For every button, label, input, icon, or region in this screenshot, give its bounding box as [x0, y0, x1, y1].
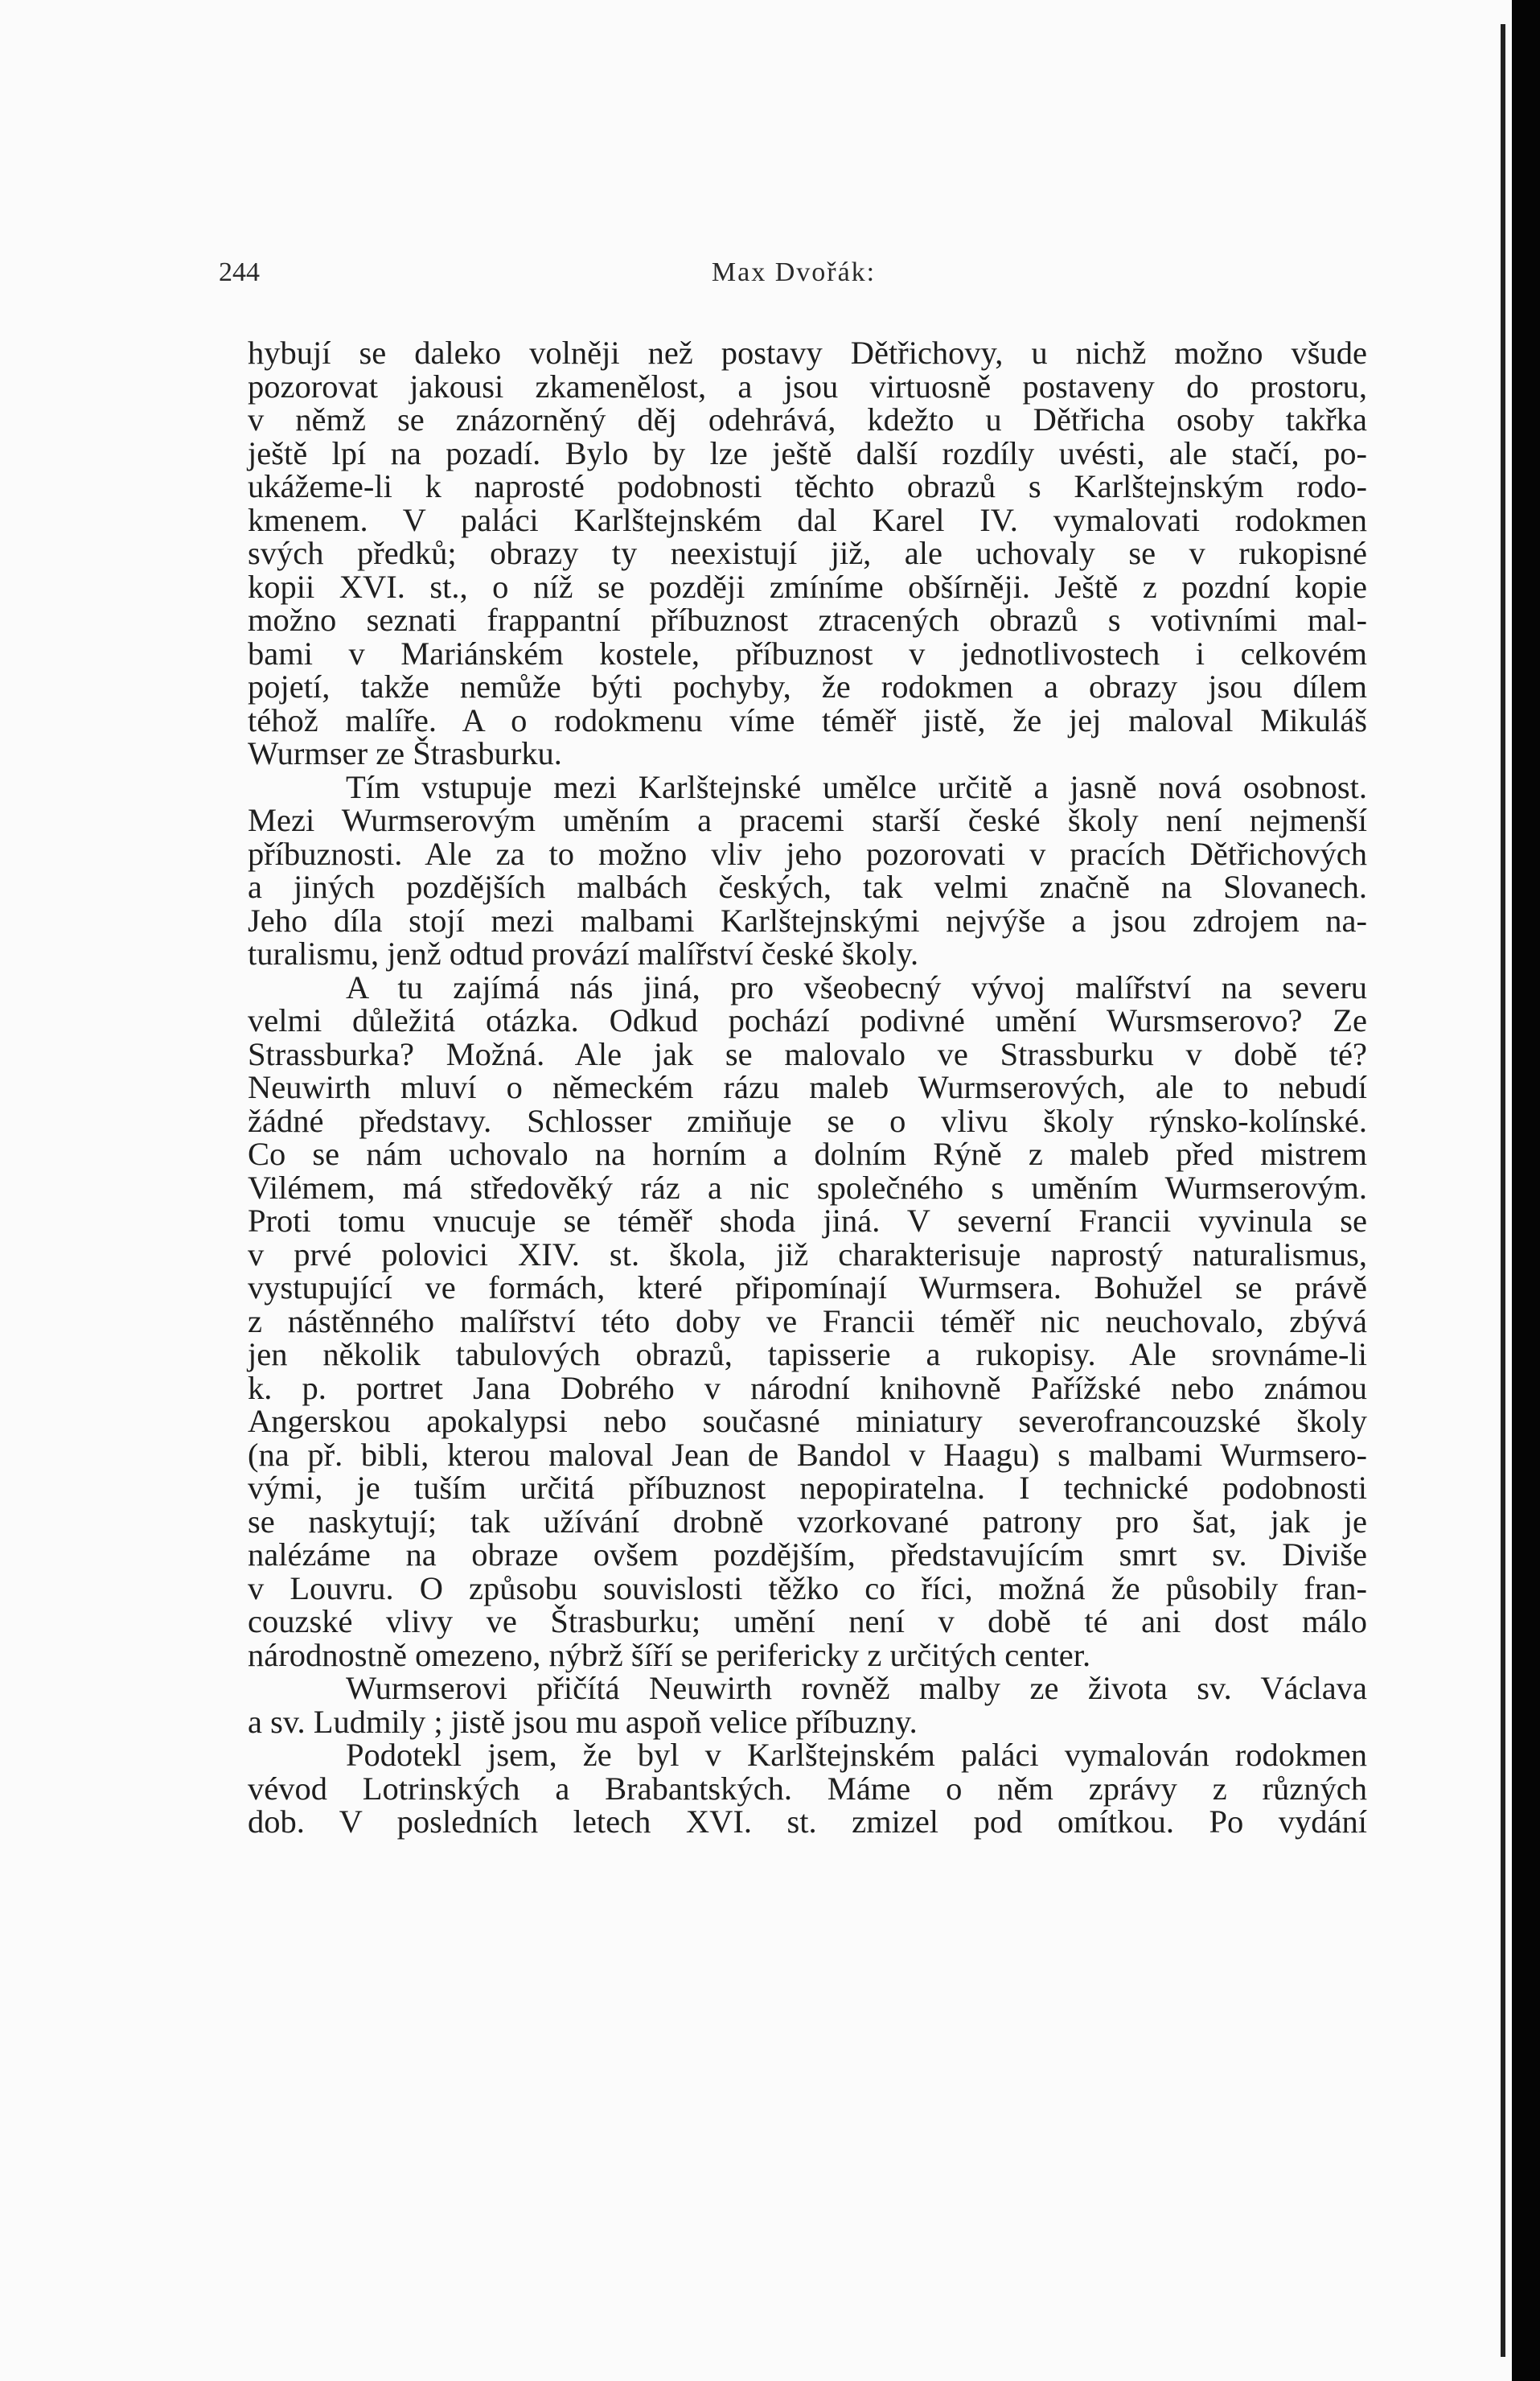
text-line: kmenem. V paláci Karlštejnském dal Karel IV. vymalovati rodokmen [248, 501, 1367, 538]
text-line: k. p. portret Jana Dobrého v národní knihovně Pařížské nebo známou [248, 1369, 1367, 1406]
text-line: pojetí, takže nemůže býti pochyby, že rodokmen a obrazy jsou dílem [248, 668, 1367, 705]
text-line: Tím vstupuje mezi Karlštejnské umělce určitě a jasně nová osobnost. [346, 768, 1367, 805]
text-line: vystupující ve formách, které připomínají Wurmsera. Bohužel se právě [248, 1269, 1367, 1306]
text-line: a jiných pozdějších malbách českých, tak velmi značně na Slovanech. [248, 869, 1367, 905]
scan-border [1512, 0, 1540, 2381]
text-line: možno seznati frappantní příbuznost ztracených obrazů s votivními mal- [248, 602, 1367, 638]
text-line: bami v Mariánském kostele, příbuznost v jednotlivostech i celkovém [248, 635, 1367, 672]
text-line: (na př. bibli, kterou maloval Jean de Bandol v Haagu) s malbami Wurmsero- [248, 1436, 1367, 1473]
running-title: Max Dvořák: [711, 257, 877, 287]
page-header [219, 257, 1369, 298]
text-line: příbuznosti. Ale za to možno vliv jeho pozorovati v pracích Dětřichových [248, 835, 1367, 872]
text-line: ještě lpí na pozadí. Bylo by lze ještě další rozdíly uvésti, ale stačí, po- [248, 434, 1367, 471]
text-line: v němž se znázorněný děj odehrává, kdežto u Dětřicha osoby takřka [248, 401, 1367, 438]
text-line: Strassburka? Možná. Ale jak se malovalo ve Strassburku v době té? [248, 1035, 1367, 1072]
text-line: nalézáme na obraze ovšem pozdějším, představujícím smrt sv. Diviše [248, 1536, 1367, 1573]
text-line: turalismu, jenž odtud provází malířství české školy. [248, 936, 919, 972]
text-line: Neuwirth mluví o německém rázu maleb Wurmserových, ale to nebudí [248, 1069, 1367, 1105]
text-line: Co se nám uchovalo na horním a dolním Rýně z maleb před mistrem [248, 1136, 1367, 1172]
text-line: svých předků; obrazy ty neexistují již, ale uchovaly se v rukopisné [248, 535, 1367, 571]
page-edge-shadow [1501, 24, 1505, 2357]
text-line: kopii XVI. st., o níž se později zmíníme obšírněji. Ještě z pozdní kopie [248, 568, 1367, 605]
text-line: hybují se daleko volněji než postavy Dětřichovy, u nichž možno všude [248, 335, 1367, 371]
text-line: ukážeme-li k naprosté podobnosti těchto obrazů s Karlštejnským rodo- [248, 468, 1367, 504]
text-line: Podotekl jsem, že byl v Karlštejnském paláci vymalován rodokmen [346, 1737, 1367, 1773]
text-line: Vilémem, má středověký ráz a nic společného s uměním Wurmserovým. [248, 1169, 1367, 1206]
text-line: dob. V posledních letech XVI. st. zmizel pod omítkou. Po vydání [248, 1803, 1367, 1840]
text-line: couzské vlivy ve Štrasburku; umění není v době té ani dost málo [248, 1603, 1367, 1639]
text-line: A tu zajímá nás jiná, pro všeobecný vývoj malířství na severu [346, 968, 1367, 1005]
text-line: Angerskou apokalypsi nebo současné miniatury severofrancouzské školy [248, 1403, 1367, 1439]
text-line: Wurmser ze Štrasburku. [248, 735, 562, 771]
text-line: se naskytují; tak užívání drobně vzorkované patrony pro šat, jak je [248, 1503, 1367, 1540]
text-line: jen několik tabulových obrazů, tapisserie a rukopisy. Ale srovnáme-li [248, 1336, 1367, 1372]
text-line: vými, je tuším určitá příbuznost nepopiratelna. I technické podobnosti [248, 1470, 1367, 1506]
text-line: národnostně omezeno, nýbrž šíří se perifericky z určitých center. [248, 1636, 1091, 1673]
text-line: v prvé polovici XIV. st. škola, již charakterisuje naprostý naturalismus, [248, 1236, 1367, 1273]
text-line: Mezi Wurmserovým uměním a pracemi starší české školy není nejmenší [248, 802, 1367, 838]
text-line: Wurmserovi přičítá Neuwirth rovněž malby ze života sv. Václava [346, 1670, 1367, 1706]
text-line: pozorovat jakousi zkamenělost, a jsou virtuosně postaveny do prostoru, [248, 368, 1367, 405]
text-line: Jeho díla stojí mezi malbami Karlštejnskými nejvýše a jsou zdrojem na- [248, 902, 1367, 939]
text-line: vévod Lotrinských a Brabantských. Máme o něm zprávy z různých [248, 1770, 1367, 1807]
text-line: žádné představy. Schlosser zmiňuje se o vlivu školy rýnsko-kolínské. [248, 1102, 1367, 1139]
text-line: Proti tomu vnucuje se téměř shoda jiná. V severní Francii vyvinula se [248, 1203, 1367, 1239]
page-number: 244 [219, 257, 260, 287]
text-line: a sv. Ludmily ; jistě jsou mu aspoň velice příbuzny. [248, 1703, 918, 1740]
text-line: v Louvru. O způsobu souvislosti těžko co říci, možná že působily fran- [248, 1569, 1367, 1606]
text-line: velmi důležitá otázka. Odkud pochází podivné umění Wursmserovo? Ze [248, 1002, 1367, 1038]
text-line: téhož malíře. A o rodokmenu víme téměř jistě, že jej maloval Mikuláš [248, 701, 1367, 738]
body-text [248, 336, 1367, 1839]
text-line: z nástěnného malířství této doby ve Francii téměř nic neuchovalo, zbývá [248, 1302, 1367, 1339]
